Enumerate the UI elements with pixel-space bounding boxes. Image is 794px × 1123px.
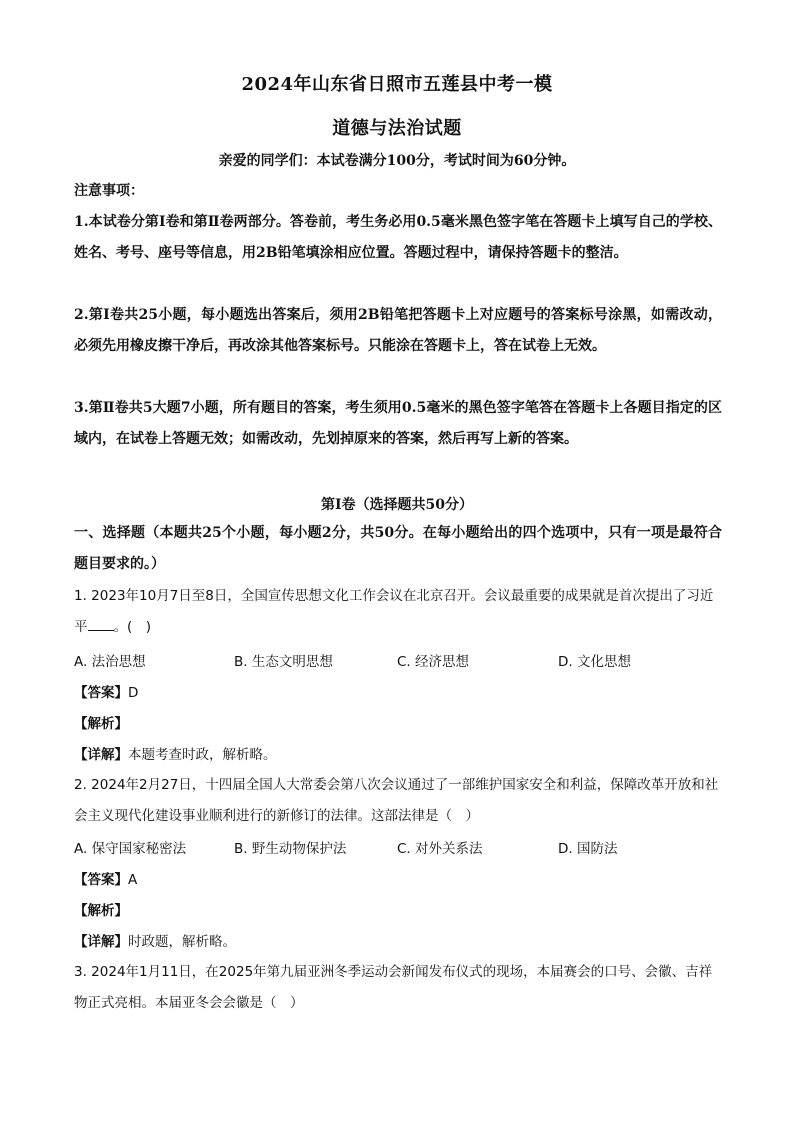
exam-subtitle: 道德与法治试题 [332,118,462,139]
analysis-tag: 【解析】 [74,903,128,919]
notice-item-1: 1.本试卷分第Ⅰ卷和第Ⅱ卷两部分。答卷前，考生务必用0.5毫米黑色签字笔在答题卡上填写自己的学校、姓名、考号、座号等信息，用2B铅笔填涂相应位置。答题过程中，请保持答题卡的整洁。 [74,214,722,261]
answer-value: A [128,872,138,888]
detail-tag: 【详解】 [74,934,128,950]
analysis-tag: 【解析】 [74,716,128,732]
question-2-option-b: B. 野生动物保护法 [234,841,347,857]
question-2-option-d: D. 国防法 [558,841,618,857]
question-1-option-d: D. 文化思想 [558,654,631,670]
detail-text: 时政题，解析略。 [128,934,236,950]
question-1-option-b: B. 生态文明思想 [234,654,333,670]
question-2-option-c: C. 对外关系法 [397,841,483,857]
detail-tag: 【详解】 [74,747,128,763]
question-1-options [74,650,724,672]
answer-blank [88,616,114,631]
question-1-option-a: A. 法治思想 [74,654,146,670]
question-1-stem [74,581,724,643]
question-1-stem-text: 1. 2023年10月7日至8日，全国宣传思想文化工作会议在北京召开。会议最重要的成果就是首次提出了习近平 [74,588,714,635]
part1-instructions: 一、选择题（本题共25个小题，每小题2分，共50分。在每小题给出的四个选项中，只有一项是最符合题目要求的。） [74,525,722,572]
question-1-detail [74,743,277,763]
part1-title: 第Ⅰ卷（选择题共50分） [320,497,474,513]
question-2-analysis [74,899,128,919]
detail-text: 本题考查时政，解析略。 [128,747,277,763]
question-2-detail [74,930,236,950]
question-1-stem-end: 。( ) [113,619,152,635]
answer-value: D [128,685,139,701]
notice-item-3: 3.第Ⅱ卷共5大题7小题，所有题目的答案，考生须用0.5毫米的黑色签字笔答在答题卡上各题目指定的区域内，在试卷上答题无效；如需改动，先划掉原来的答案，然后再写上新的答案。 [74,400,722,447]
question-1-option-c: C. 经济思想 [397,654,470,670]
question-2-answer [74,868,137,888]
exam-title: 2024年山东省日照市五莲县中考一模 [241,74,553,95]
greeting-line: 亲爱的同学们：本试卷满分100分，考试时间为60分钟。 [218,153,576,169]
notice-heading: 注意事项： [74,183,144,199]
question-1-answer [74,681,138,701]
question-3-stem: 3. 2024年1月11日，在2025年第九届亚洲冬季运动会新闻发布仪式的现场，本届赛会的口号、会徽、吉祥物正式亮相。本届亚冬会会徽是（ ） [74,964,713,1011]
question-2-stem: 2. 2024年2月27日，十四届全国人大常委会第八次会议通过了一部维护国家安全和利益，保障改革开放和社会主义现代化建设事业顺利进行的新修订的法律。这部法律是（ ） [74,777,719,824]
question-2-option-a: A. 保守国家秘密法 [74,841,187,857]
answer-tag: 【答案】 [74,872,128,888]
notice-item-2: 2.第Ⅰ卷共25小题，每小题选出答案后，须用2B铅笔把答题卡上对应题号的答案标号涂黑，如需改动，必须先用橡皮擦干净后，再改涂其他答案标号。只能涂在答题卡上，答在试卷上无效。 [74,307,722,354]
question-1-analysis [74,712,128,732]
answer-tag: 【答案】 [74,685,128,701]
question-2-options [74,837,724,859]
